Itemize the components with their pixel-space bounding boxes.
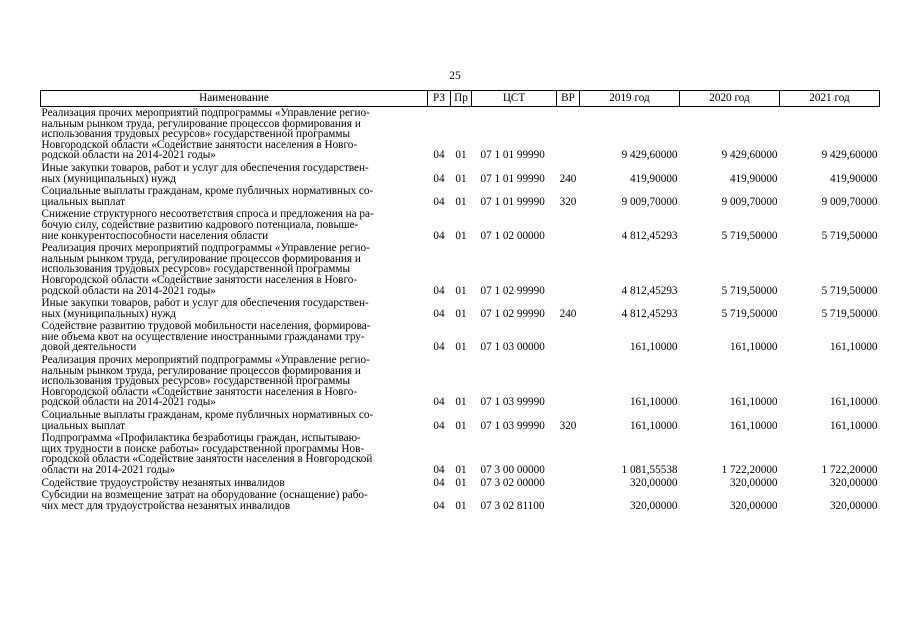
row-rz: 04 (433, 172, 445, 185)
row-2019: 4 812,45293 (621, 307, 678, 320)
row-2021: 9 009,70000 (821, 195, 878, 208)
row-cst: 07 1 03 00000 (480, 341, 545, 354)
row-2021: 419,90000 (829, 172, 878, 185)
row-vr (557, 320, 580, 354)
row-name: Субсидии на возмещение затрат на оборудование (оснащение) рабо- чих мест для трудоустройства незанятых инвалидов (41, 489, 368, 512)
row-cst: 07 1 01 99990 (480, 172, 545, 185)
row-vr (557, 354, 580, 409)
row-cst: 07 1 03 99990 (480, 419, 545, 432)
row-2021: 1 722,20000 (821, 464, 878, 476)
header-rz: РЗ (428, 91, 451, 107)
table-row (41, 162, 880, 185)
row-rz: 04 (433, 499, 445, 512)
row-2019: 9 009,70000 (621, 195, 678, 208)
row-2021: 161,10000 (829, 396, 878, 409)
row-name: Реализация прочих мероприятий подпрограммы «Управление регио- нальным рынком труда, регулирование процессов формирования и использования трудовых ресурсов» государственной программы Новгородской области «Содействие занятости населения в Новго- родской области на 2014-2021 годы» (41, 242, 370, 297)
row-rz: 04 (433, 419, 445, 432)
row-2021: 320,00000 (829, 476, 878, 489)
row-pr: 01 (455, 476, 467, 489)
row-2019: 1 081,55538 (621, 464, 678, 476)
row-name: Подпрограмма «Профилактика безработицы граждан, испытываю- щих трудности в поиске работы» государственной программы Нов- городской области «Содействие занятости населения в Новгородской области на 2014-2021 годы» (41, 432, 373, 476)
table-row (41, 107, 880, 162)
row-rz: 04 (433, 149, 445, 162)
row-name: Иные закупки товаров, работ и услуг для обеспечения государствен- ных (муниципальных) нужд (41, 297, 369, 320)
row-vr: 240 (559, 307, 577, 320)
row-2021: 320,00000 (829, 499, 878, 512)
row-vr (557, 208, 580, 242)
row-vr (557, 242, 580, 297)
row-2019: 419,90000 (629, 172, 678, 185)
row-rz: 04 (433, 195, 445, 208)
row-2019: 161,10000 (629, 419, 678, 432)
table-row (41, 320, 880, 354)
row-rz: 04 (433, 476, 445, 489)
row-2019: 161,10000 (629, 341, 678, 354)
row-2020: 1 722,20000 (721, 464, 778, 476)
row-rz: 04 (433, 341, 445, 354)
row-2020: 161,10000 (729, 419, 778, 432)
row-rz: 04 (433, 307, 445, 320)
row-vr (557, 477, 580, 490)
header-2020: 2020 год (680, 91, 780, 107)
row-2021: 5 719,50000 (821, 284, 878, 297)
header-2019: 2019 год (580, 91, 680, 107)
row-cst: 07 3 02 00000 (480, 476, 545, 489)
row-2020: 320,00000 (729, 499, 778, 512)
row-name: Иные закупки товаров, работ и услуг для обеспечения государствен- ных (муниципальных) нужд (41, 161, 369, 185)
row-rz: 04 (433, 396, 445, 409)
row-pr: 01 (455, 149, 467, 162)
table-row (41, 477, 880, 490)
row-2019: 320,00000 (629, 476, 678, 489)
row-vr (557, 489, 580, 512)
header-vr: ВР (557, 91, 580, 107)
row-2021: 161,10000 (829, 341, 878, 354)
row-cst: 07 1 01 99990 (480, 195, 545, 208)
row-2020: 320,00000 (729, 476, 778, 489)
row-2019: 161,10000 (629, 396, 678, 409)
table-row (41, 297, 880, 320)
row-pr: 01 (455, 341, 467, 354)
row-2019: 4 812,45293 (621, 284, 678, 297)
row-rz: 04 (433, 464, 445, 476)
table-row (41, 185, 880, 208)
row-pr: 01 (455, 284, 467, 297)
row-name: Социальные выплаты гражданам, кроме публичных нормативных со- циальных выплат (41, 185, 374, 208)
table-row (41, 432, 880, 476)
table-row (41, 208, 880, 242)
row-pr: 01 (455, 499, 467, 512)
header-name: Наименование (41, 91, 428, 107)
row-vr: 240 (559, 172, 577, 185)
row-2021: 5 719,50000 (821, 307, 878, 320)
row-2019: 9 429,60000 (621, 149, 678, 162)
table-row (41, 409, 880, 432)
row-name: Реализация прочих мероприятий подпрограммы «Управление регио- нальным рынком труда, регулирование процессов формирования и использования трудовых ресурсов» государственной программы Новгородской области «Содействие занятости населения в Новго- родской области на 2014-2021 годы» (41, 354, 370, 409)
row-2020: 5 719,50000 (721, 284, 778, 297)
row-2020: 161,10000 (729, 396, 778, 409)
row-vr: 320 (559, 419, 577, 432)
table-row (41, 354, 880, 409)
row-rz: 04 (433, 229, 445, 242)
row-2020: 9 429,60000 (721, 149, 778, 162)
row-pr: 01 (455, 464, 467, 476)
row-pr: 01 (455, 307, 467, 320)
row-2021: 161,10000 (829, 419, 878, 432)
page-number: 25 (449, 70, 461, 82)
header-2021: 2021 год (780, 91, 880, 107)
row-name: Снижение структурного несоответствия спроса и предложения на ра- бочую силу, содействие развитию кадрового потенциала, повыше- ние конкурентоспособности населения области (41, 208, 374, 242)
row-name: Реализация прочих мероприятий подпрограммы «Управление регио- нальным рынком труда, регулирование процессов формирования и использования трудовых ресурсов» государственной программы Новгородской области «Содействие занятости населения в Новго- родской области на 2014-2021 годы» (41, 107, 370, 162)
row-pr: 01 (455, 172, 467, 185)
row-cst: 07 1 03 99990 (480, 396, 545, 409)
row-2020: 5 719,50000 (721, 229, 778, 242)
row-pr: 01 (455, 419, 467, 432)
header-pr: Пр (451, 91, 472, 107)
row-2021: 9 429,60000 (821, 149, 878, 162)
row-cst: 07 1 02 00000 (480, 229, 545, 242)
row-name: Социальные выплаты гражданам, кроме публичных нормативных со- циальных выплат (41, 409, 374, 432)
table-row (41, 242, 880, 297)
row-cst: 07 1 02 99990 (480, 284, 545, 297)
row-vr (557, 432, 580, 476)
row-2020: 5 719,50000 (721, 307, 778, 320)
row-cst: 07 3 02 81100 (480, 499, 545, 512)
row-cst: 07 3 00 00000 (480, 464, 545, 476)
row-name: Содействие развитию трудовой мобильности населения, формирова- ние объема квот на осуществление иностранными гражданами тру- довой деятельности (41, 320, 371, 354)
row-cst: 07 1 02 99990 (480, 307, 545, 320)
row-vr (557, 107, 580, 162)
row-2019: 320,00000 (629, 499, 678, 512)
budget-table (40, 90, 880, 512)
row-name: Содействие трудоустройству незанятых инвалидов (41, 476, 285, 489)
row-2020: 161,10000 (729, 341, 778, 354)
table-row (41, 489, 880, 512)
row-2020: 419,90000 (729, 172, 778, 185)
row-cst: 07 1 01 99990 (480, 149, 545, 162)
row-pr: 01 (455, 195, 467, 208)
table-body (41, 107, 880, 513)
row-pr: 01 (455, 396, 467, 409)
row-vr: 320 (559, 195, 577, 208)
row-2021: 5 719,50000 (821, 229, 878, 242)
table-header-row (41, 91, 880, 107)
row-2020: 9 009,70000 (721, 195, 778, 208)
row-2019: 4 812,45293 (621, 229, 678, 242)
row-rz: 04 (433, 284, 445, 297)
row-pr: 01 (455, 229, 467, 242)
header-cst: ЦСТ (472, 91, 557, 107)
